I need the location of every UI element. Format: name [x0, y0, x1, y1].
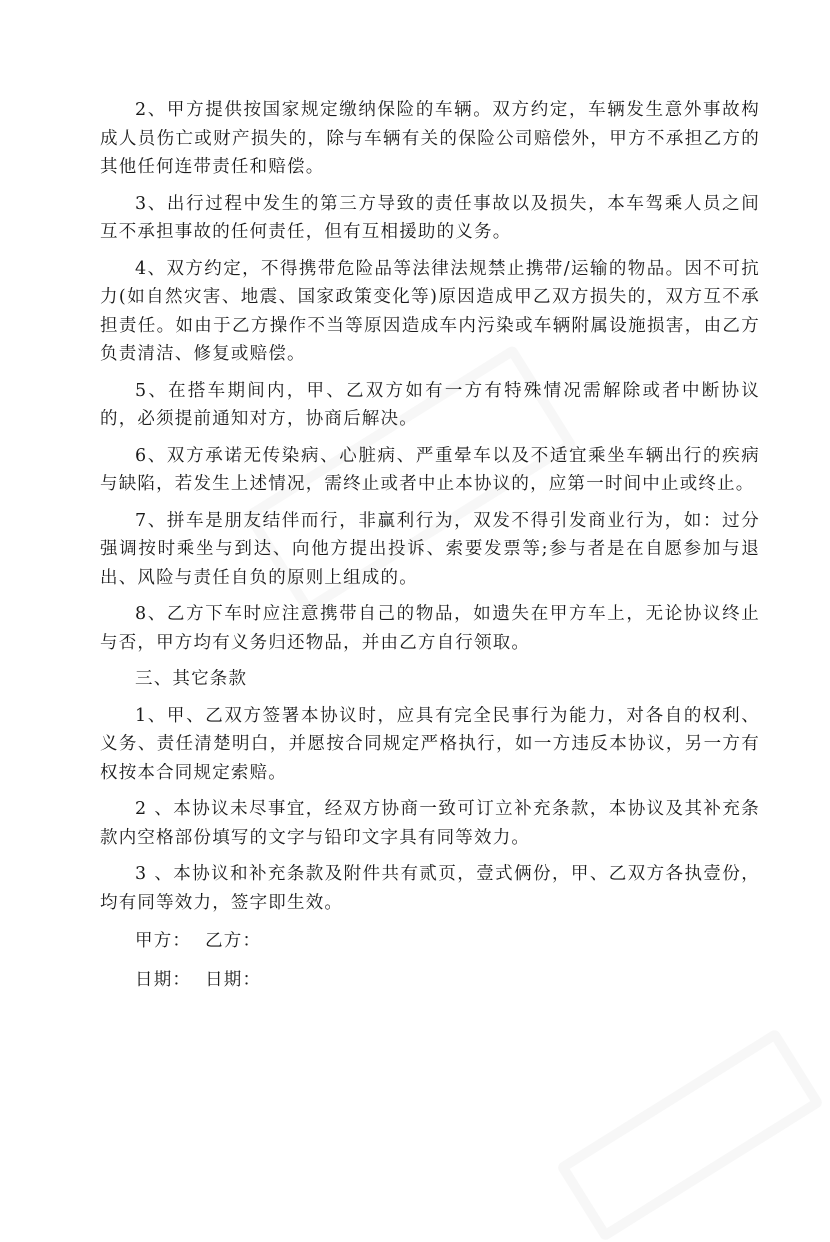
- agreement-body: [100, 96, 760, 994]
- watermark-logo-bottom: [556, 1028, 824, 1242]
- clause-5: 5、在搭车期间内，甲、乙双方如有一方有特殊情况需解除或者中断协议的，必须提前通知对方，协商后解决。: [100, 380, 760, 429]
- other-clause-1: 1、甲、乙双方签署本协议时，应具有完全民事行为能力，对各自的权利、义务、责任清楚明白，并愿按合同规定严格执行，如一方违反本协议，另一方有权按本合同规定索赔。: [100, 705, 760, 783]
- party-a-label: 甲方：: [135, 931, 192, 951]
- section-heading-other-terms: 三、其它条款: [135, 669, 248, 689]
- clause-8: 8、乙方下车时应注意携带自己的物品，如遗失在甲方车上，无论协议终止与否，甲方均有义务归还物品，并由乙方自行领取。: [100, 604, 760, 653]
- other-clause-2: 2 、本协议未尽事宜，经双方协商一致可订立补充条款，本协议及其补充条款内空格部份填写的文字与铅印文字具有同等效力。: [100, 799, 760, 848]
- date-b-label: 日期：: [205, 969, 262, 990]
- signature-dates-row: [100, 966, 760, 995]
- clause-3: 3、出行过程中发生的第三方导致的责任事故以及损失，本车驾乘人员之间互不承担事故的任何责任，但有互相援助的义务。: [100, 193, 760, 242]
- signature-parties-row: [100, 927, 760, 956]
- clause-2: 2、甲方提供按国家规定缴纳保险的车辆。双方约定，车辆发生意外事故构成人员伤亡或财产损失的，除与车辆有关的保险公司赔偿外，甲方不承担乙方的其他任何连带责任和赔偿。: [100, 100, 760, 177]
- clause-7: 7、拼车是朋友结伴而行，非赢利行为，双发不得引发商业行为，如：过分强调按时乘坐与到达、向他方提出投诉、索要发票等;参与者是在自愿参加与退出、风险与责任自负的原则上组成的。: [100, 510, 760, 588]
- clause-4: 4、双方约定，不得携带危险品等法律法规禁止携带/运输的物品。因不可抗力(如自然灾害、地震、国家政策变化等)原因造成甲乙双方损失的，双方互不承担责任。如由于乙方操作不当等原因造成车内污染或车辆附属设施损害，由乙方负责清洁、修复或赔偿。: [100, 258, 760, 364]
- date-a-label: 日期：: [135, 969, 192, 990]
- party-b-label: 乙方：: [205, 931, 262, 951]
- other-clause-3: 3 、本协议和补充条款及附件共有贰页，壹式俩份，甲、乙双方各执壹份，均有同等效力，签字即生效。: [100, 864, 760, 913]
- clause-6: 6、双方承诺无传染病、心脏病、严重晕车以及不适宜乘坐车辆出行的疾病与缺陷，若发生上述情况，需终止或者中止本协议的，应第一时间中止或终止。: [100, 445, 760, 494]
